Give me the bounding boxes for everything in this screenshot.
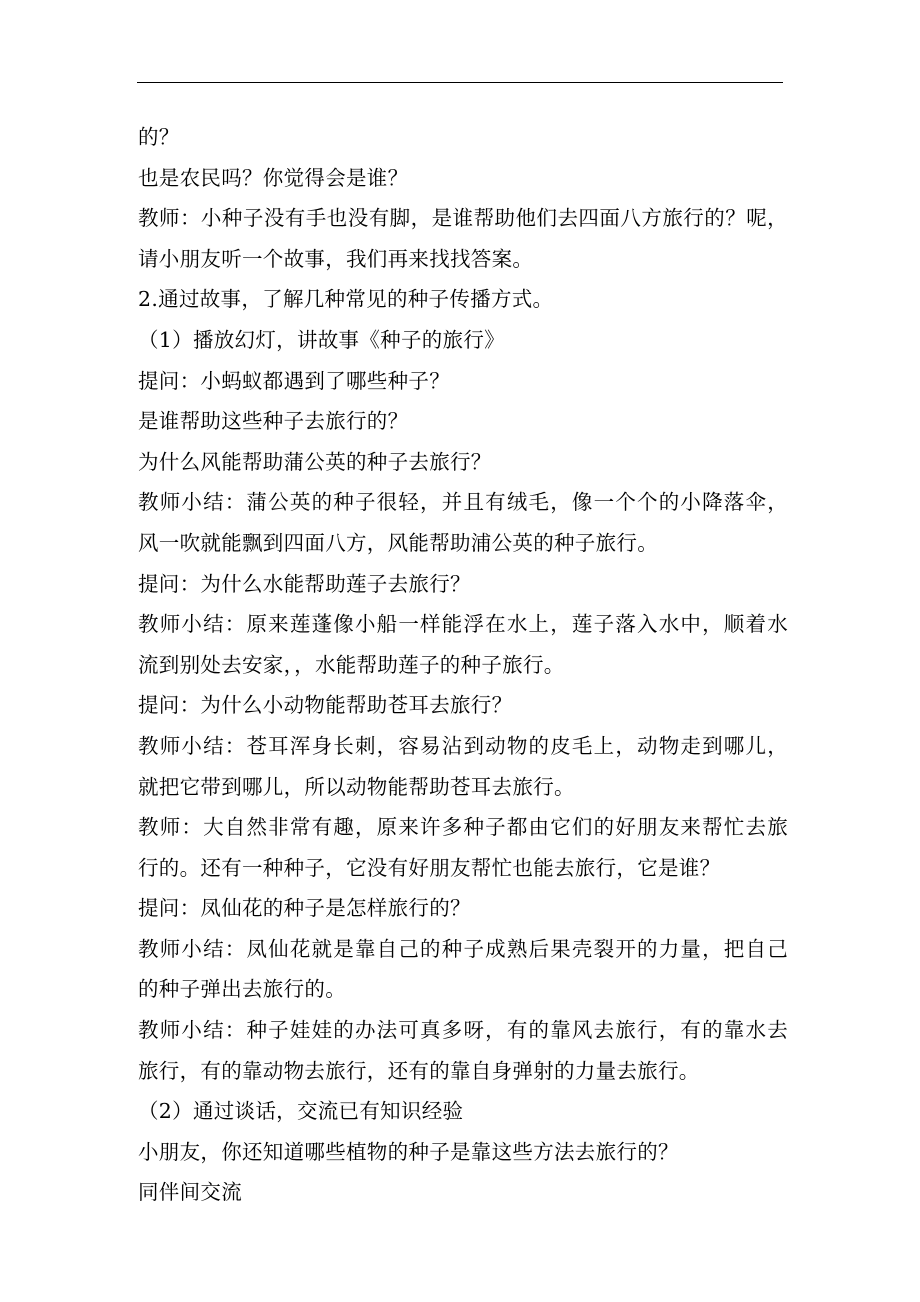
text-line: 提问：小蚂蚁都遇到了哪些种子？: [138, 368, 450, 393]
text-line: 也是农民吗？你觉得会是谁？: [138, 165, 409, 190]
text-line: 就把它带到哪儿，所以动物能帮助苍耳去旅行。: [138, 774, 575, 799]
section-heading: 2.通过故事，了解几种常见的种子传播方式。: [138, 287, 554, 312]
text-line: 风一吹就能飘到四面八方，风能帮助浦公英的种子旅行。: [138, 530, 658, 555]
text-line: 的？: [138, 125, 180, 149]
text-line: 教师小结：种子娃娃的办法可真多呀，有的靠风去旅行，有的靠水去: [138, 1018, 788, 1043]
header-rule: [137, 82, 783, 83]
text-line: 旅行，有的靠动物去旅行，还有的靠自身弹射的力量去旅行。: [138, 1058, 700, 1083]
text-line: 提问：为什么水能帮助莲子去旅行？: [138, 571, 471, 596]
document-body: [138, 117, 788, 1213]
subsection-heading: （1）播放幻灯，讲故事《种子的旅行》: [138, 327, 505, 352]
text-line: 的种子弹出去旅行的。: [138, 977, 346, 1002]
text-line: 教师：大自然非常有趣，原来许多种子都由它们的好朋友来帮忙去旅: [138, 815, 788, 840]
text-line: 行的。还有一种种子，它没有好朋友帮忙也能去旅行，它是谁？: [138, 855, 721, 880]
text-line: 流到别处去安家，，水能帮助莲子的种子旅行。: [138, 652, 565, 677]
text-line: 请小朋友听一个故事，我们再来找找答案。: [138, 246, 534, 271]
text-line: 小朋友，你还知道哪些植物的种子是靠这些方法去旅行的？: [138, 1139, 679, 1164]
text-line: 提问：凤仙花的种子是怎样旅行的？: [138, 896, 471, 921]
text-line: 提问：为什么小动物能帮助苍耳去旅行？: [138, 693, 513, 718]
subsection-heading: （2）通过谈话，交流已有知识经验: [138, 1099, 464, 1124]
text-line: 教师小结：凤仙花就是靠自己的种子成熟后果壳裂开的力量，把自己: [138, 936, 788, 961]
text-line: 教师小结：蒲公英的种子很轻，并且有绒毛，像一个个的小降落伞，: [138, 490, 788, 515]
text-line: 同伴间交流: [138, 1180, 242, 1205]
text-line: 教师小结：苍耳浑身长刺，容易沾到动物的皮毛上，动物走到哪儿，: [138, 733, 788, 758]
text-line: 教师小结：原来莲蓬像小船一样能浮在水上，莲子落入水中，顺着水: [138, 612, 788, 637]
text-line: 是谁帮助这些种子去旅行的？: [138, 409, 409, 434]
text-line: 为什么风能帮助蒲公英的种子去旅行？: [138, 449, 492, 474]
text-line: 教师：小种子没有手也没有脚，是谁帮助他们去四面八方旅行的？呢，: [138, 206, 788, 231]
